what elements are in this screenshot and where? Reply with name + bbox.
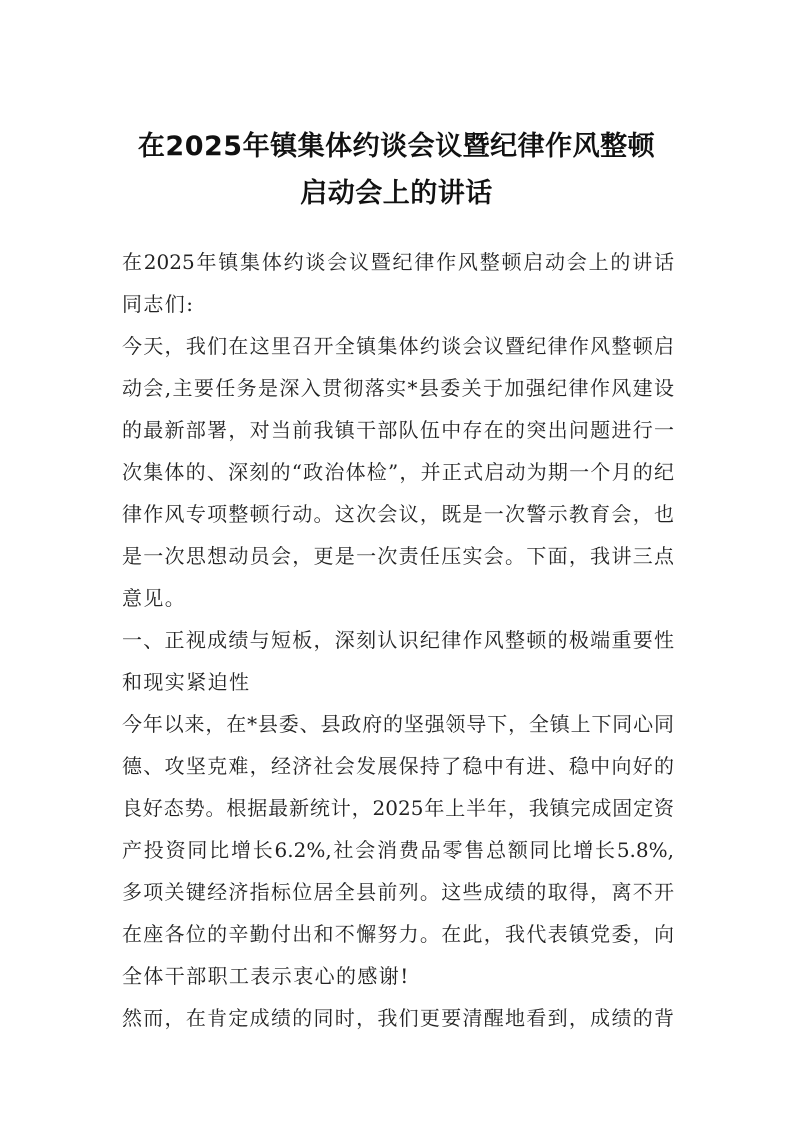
body-line-6: 次集体的、深刻的“政治体检”，并正式启动为期一个月的纪 — [122, 460, 674, 484]
section-heading-1-line-2: 和现实紧迫性 — [122, 670, 251, 694]
body-line-15: 产投资同比增长6.2%,社会消费品零售总额同比增长5.8%, — [122, 838, 674, 862]
body-line-16: 多项关键经济指标位居全县前列。这些成绩的取得，离不开 — [122, 880, 674, 904]
body-line-7: 律作风专项整顿行动。这次会议，既是一次警示教育会，也 — [122, 502, 674, 526]
document-title-line-2: 启动会上的讲话 — [300, 178, 493, 209]
body-line-9: 意见。 — [122, 586, 187, 610]
body-line-1: 在2025年镇集体约谈会议暨纪律作风整顿启动会上的讲话 — [122, 250, 674, 274]
body-line-12: 今年以来，在*县委、县政府的坚强领导下，全镇上下同心同 — [122, 712, 674, 736]
section-heading-1-line-1: 一、正视成绩与短板，深刻认识纪律作风整顿的极端重要性 — [122, 628, 674, 652]
body-line-13: 德、攻坚克难，经济社会发展保持了稳中有进、稳中向好的 — [122, 754, 674, 778]
body-line-8: 是一次思想动员会，更是一次责任压实会。下面，我讲三点 — [122, 544, 674, 568]
body-line-4: 动会,主要任务是深入贯彻落实*县委关于加强纪律作风建设 — [122, 376, 674, 400]
body-line-2: 同志们: — [122, 292, 195, 316]
body-line-17: 在座各位的辛勤付出和不懈努力。在此，我代表镇党委，向 — [122, 922, 674, 946]
body-line-3: 今天，我们在这里召开全镇集体约谈会议暨纪律作风整顿启 — [122, 334, 674, 358]
document-title-line-1: 在2025年镇集体约谈会议暨纪律作风整顿 — [137, 131, 656, 162]
body-line-18: 全体干部职工表示衷心的感谢! — [122, 964, 410, 988]
body-line-14: 良好态势。根据最新统计，2025年上半年，我镇完成固定资 — [122, 796, 674, 820]
body-line-5: 的最新部署，对当前我镇干部队伍中存在的突出问题进行一 — [122, 418, 674, 442]
body-line-19: 然而，在肯定成绩的同时，我们更要清醒地看到，成绩的背 — [122, 1006, 674, 1030]
